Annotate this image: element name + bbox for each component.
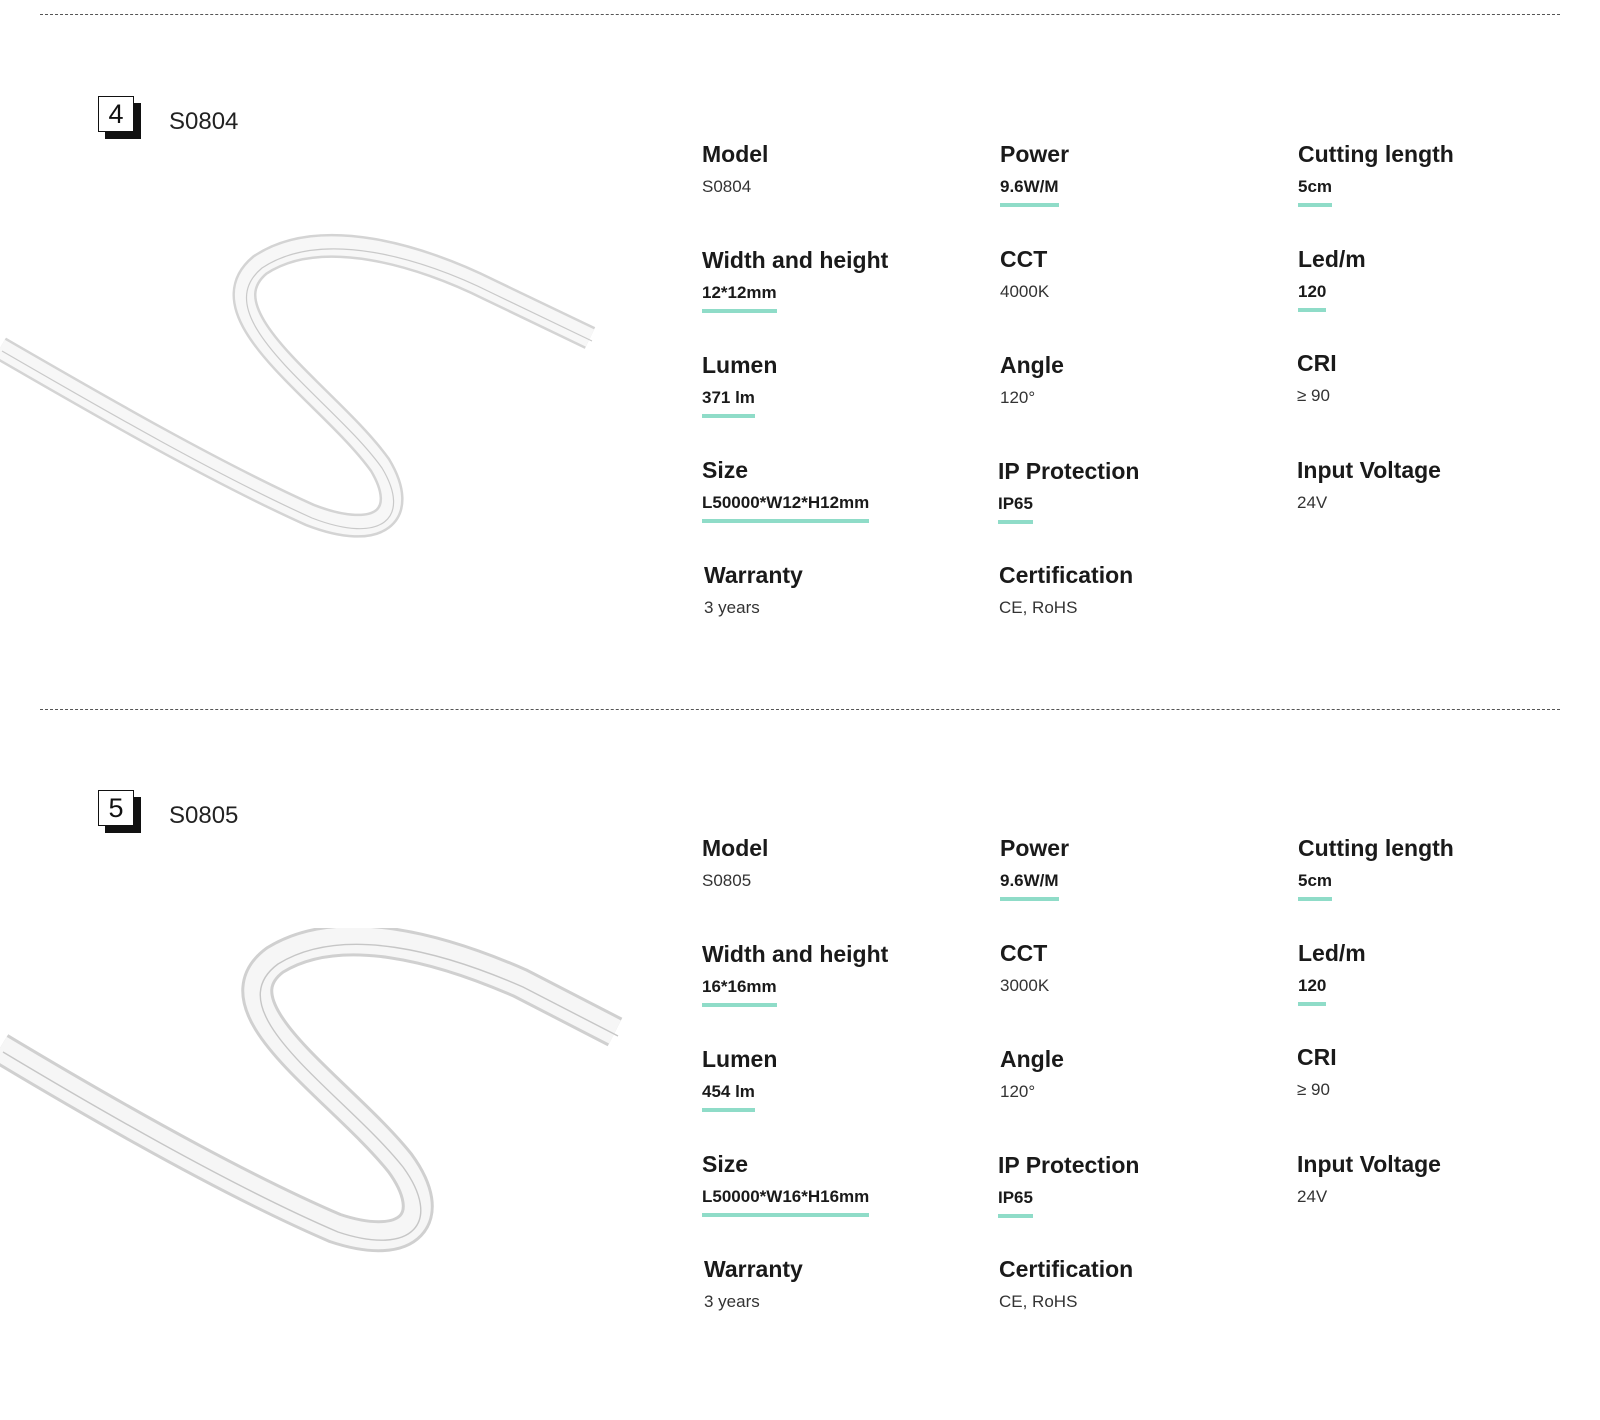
- spec-label: Led/m: [1298, 246, 1366, 272]
- led-strip-image: [0, 928, 640, 1258]
- spec-label: Power: [1000, 835, 1070, 861]
- section-model-title: S0804: [169, 108, 239, 135]
- spec-value: 120°: [1000, 1082, 1036, 1101]
- spec-label: Width and height: [702, 941, 889, 967]
- spec-label: Input Voltage: [1297, 1151, 1441, 1177]
- spec-label: Size: [702, 457, 749, 483]
- spec-input-voltage: [1297, 1151, 1441, 1207]
- spec-label: Model: [702, 835, 769, 861]
- spec-label: Width and height: [702, 247, 889, 273]
- spec-value: CE, RoHS: [999, 1292, 1078, 1311]
- spec-cct: [1000, 940, 1049, 996]
- spec-cct: [1000, 246, 1049, 302]
- spec-label: Led/m: [1298, 940, 1366, 966]
- spec-value: CE, RoHS: [999, 598, 1078, 617]
- spec-label: Angle: [1000, 352, 1064, 378]
- spec-value: 9.6W/M: [1000, 871, 1059, 901]
- spec-value: 5cm: [1298, 871, 1332, 901]
- spec-label: CCT: [1000, 940, 1048, 966]
- spec-label: CRI: [1297, 1044, 1337, 1070]
- spec-led-per-meter: [1298, 940, 1366, 1006]
- spec-width-height: [702, 941, 888, 1007]
- spec-label: CCT: [1000, 246, 1048, 272]
- spec-value: L50000*W12*H12mm: [702, 493, 869, 523]
- spec-value: 3000K: [1000, 976, 1050, 995]
- spec-warranty: [704, 1256, 803, 1312]
- spec-label: Angle: [1000, 1046, 1064, 1072]
- spec-certification: [999, 1256, 1133, 1312]
- spec-label: Certification: [999, 1256, 1134, 1282]
- spec-lumen: [702, 352, 777, 418]
- spec-input-voltage: [1297, 457, 1441, 513]
- spec-value: L50000*W16*H16mm: [702, 1187, 869, 1217]
- section-model-title: S0805: [169, 802, 239, 829]
- spec-label: Size: [702, 1151, 749, 1177]
- spec-size: [702, 1151, 869, 1217]
- spec-value: IP65: [998, 494, 1033, 524]
- spec-cutting-length: [1298, 141, 1454, 207]
- spec-value: 120: [1298, 976, 1326, 1006]
- spec-label: IP Protection: [998, 1152, 1140, 1178]
- spec-value: 371 lm: [702, 388, 755, 418]
- spec-angle: [1000, 1046, 1064, 1102]
- spec-label: Cutting length: [1298, 835, 1454, 861]
- spec-value: 9.6W/M: [1000, 177, 1059, 207]
- spec-value: ≥ 90: [1297, 1080, 1330, 1099]
- spec-lumen: [702, 1046, 777, 1112]
- spec-model: [702, 141, 768, 197]
- spec-value: 24V: [1297, 493, 1328, 512]
- product-section-s0805: [0, 694, 1600, 1394]
- spec-warranty: [704, 562, 803, 618]
- spec-label: Lumen: [702, 1046, 778, 1072]
- section-number: 4: [98, 96, 134, 132]
- spec-value: ≥ 90: [1297, 386, 1330, 405]
- spec-cri: [1297, 1044, 1337, 1100]
- spec-cutting-length: [1298, 835, 1454, 901]
- product-section-s0804: [0, 0, 1600, 700]
- spec-value: 454 lm: [702, 1082, 755, 1112]
- spec-label: Input Voltage: [1297, 457, 1441, 483]
- spec-label: IP Protection: [998, 458, 1140, 484]
- section-number-badge: [98, 96, 134, 132]
- spec-value: 16*16mm: [702, 977, 777, 1007]
- spec-label: Warranty: [704, 562, 803, 588]
- spec-certification: [999, 562, 1133, 618]
- spec-ip-protection: [998, 1152, 1139, 1218]
- spec-width-height: [702, 247, 888, 313]
- spec-value: S0804: [702, 177, 752, 196]
- spec-value: 12*12mm: [702, 283, 777, 313]
- spec-angle: [1000, 352, 1064, 408]
- section-number: 5: [98, 790, 134, 826]
- spec-cri: [1297, 350, 1337, 406]
- spec-size: [702, 457, 869, 523]
- spec-label: Warranty: [704, 1256, 803, 1282]
- spec-label: Cutting length: [1298, 141, 1454, 167]
- spec-value: IP65: [998, 1188, 1033, 1218]
- spec-value: 3 years: [704, 1292, 760, 1311]
- led-strip-image: [0, 230, 640, 560]
- section-number-badge: [98, 790, 134, 826]
- spec-label: Lumen: [702, 352, 778, 378]
- spec-value: 3 years: [704, 598, 760, 617]
- spec-power: [1000, 835, 1069, 901]
- spec-value: 5cm: [1298, 177, 1332, 207]
- spec-label: Power: [1000, 141, 1070, 167]
- spec-label: Certification: [999, 562, 1134, 588]
- spec-ip-protection: [998, 458, 1139, 524]
- spec-model: [702, 835, 768, 891]
- spec-value: 120°: [1000, 388, 1036, 407]
- spec-label: CRI: [1297, 350, 1337, 376]
- spec-power: [1000, 141, 1069, 207]
- spec-value: 24V: [1297, 1187, 1328, 1206]
- spec-label: Model: [702, 141, 769, 167]
- spec-value: 120: [1298, 282, 1326, 312]
- spec-value: 4000K: [1000, 282, 1050, 301]
- spec-led-per-meter: [1298, 246, 1366, 312]
- spec-value: S0805: [702, 871, 752, 890]
